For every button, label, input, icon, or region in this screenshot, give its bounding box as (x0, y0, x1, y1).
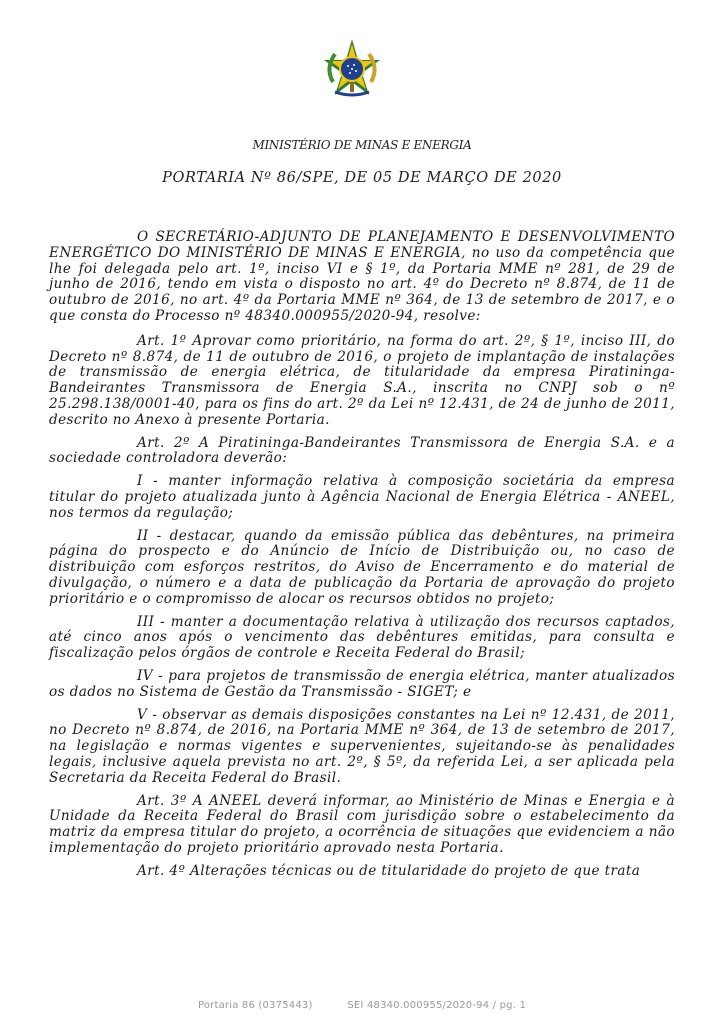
page-footer (0, 1000, 724, 1011)
inciso-v-paragraph: V - observar as demais disposições constantes na Lei nº 12.431, de 2011, no Decreto nº 8.874, de 2016, na Portaria MME nº 364, de 13 de setembro de 2017, na legislação e normas vigentes e supervenientes, sujeitando-se às penalidades legais, inclusive aquela prevista no art. 2º, § 5º, da referida Lei, a ser aplicada pela Secretaria da Receita Federal do Brasil. (49, 706, 675, 786)
footer-process-reference: SEI 48340.000955/2020-94 / pg. 1 (347, 1000, 527, 1011)
coat-of-arms-icon (321, 38, 383, 100)
preamble-paragraph: O SECRETÁRIO-ADJUNTO DE PLANEJAMENTO E DESENVOLVIMENTO ENERGÉTICO DO MINISTÉRIO DE MINAS E ENERGIA, no uso da competência que lhe foi delegada pelo art. 1º, inciso VI e § 1º, da Portaria MME nº 281, de 29 de junho de 2016, tendo em vista o disposto no art. 4º do Decreto nº 8.874, de 11 de outubro de 2016, no art. 4º da Portaria MME nº 364, de 13 de setembro de 2017, e o que consta do Processo nº 48340.000955/2020-94, resolve: (49, 229, 675, 324)
inciso-iv-paragraph: IV - para projetos de transmissão de energia elétrica, manter atualizados os dados no Sistema de Gestão da Transmissão - SIGET; e (49, 667, 675, 700)
inciso-iii-paragraph: III - manter a documentação relativa à utilização dos recursos captados, até cinco anos após o vencimento das debêntures emitidas, para consulta e fiscalização pelos órgãos de controle e Receita Federal do Brasil; (49, 613, 675, 662)
article-1-paragraph: Art. 1º Aprovar como prioritário, na forma do art. 2º, § 1º, inciso III, do Decreto nº 8.874, de 11 de outubro de 2016, o projeto de implantação de instalações de transmissão de energia elétrica, de titularidade da empresa Piratininga-Bandeirantes Transmissora de Energia S.A., inscrita no CNPJ sob o nº 25.298.138/0001-40, para os fins do art. 2º da Lei nº 12.431, de 24 de junho de 2011, descrito no Anexo à presente Portaria. (49, 332, 675, 428)
article-3-paragraph: Art. 3º A ANEEL deverá informar, ao Ministério de Minas e Energia e à Unidade da Receita Federal do Brasil com jurisdição sobre o estabelecimento da matriz da empresa titular do projeto, a ocorrência de situações que evidenciem a não implementação do projeto prioritário aprovado nesta Portaria. (49, 792, 675, 856)
ministry-name: MINISTÉRIO DE MINAS E ENERGIA (252, 138, 472, 152)
document-body (49, 230, 675, 886)
inciso-i-paragraph: I - manter informação relativa à composição societária da empresa titular do projeto atualizada junto à Agência Nacional de Energia Elétrica - ANEEL, nos termos da regulação; (49, 473, 675, 521)
article-4-paragraph: Art. 4º Alterações técnicas ou de titularidade do projeto de que trata (137, 862, 641, 879)
footer-document-reference: Portaria 86 (0375443) (197, 1000, 313, 1011)
portaria-title: PORTARIA Nº 86/SPE, DE 05 DE MARÇO DE 2020 (162, 170, 562, 186)
article-2-paragraph: Art. 2º A Piratininga-Bandeirantes Transmissora de Energia S.A. e a sociedade controladora deverão: (49, 434, 675, 467)
inciso-ii-paragraph: II - destacar, quando da emissão pública das debêntures, na primeira página do prospecto e do Anúncio de Início de Distribuição ou, no caso de distribuição com esforços restritos, do Aviso de Encerramento e do material de divulgação, o número e a data de publicação da Portaria de aprovação do projeto prioritário e o compromisso de alocar os recursos obtidos no projeto; (49, 527, 675, 607)
